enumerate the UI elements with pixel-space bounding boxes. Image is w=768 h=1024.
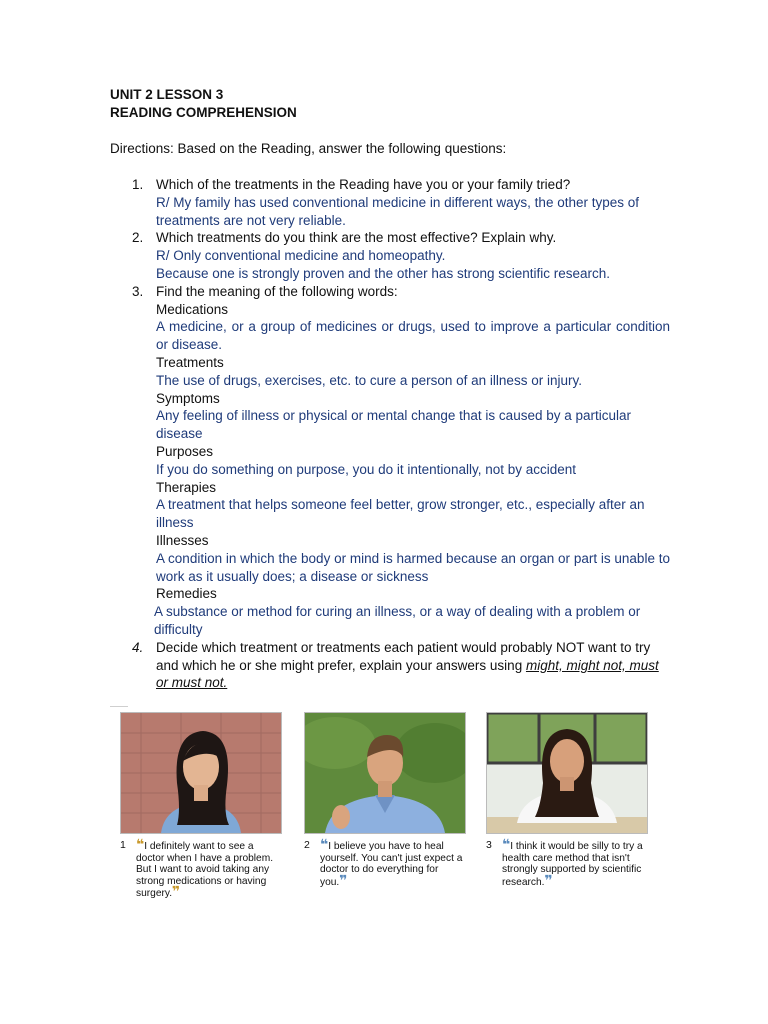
open-quote-icon: ❝ <box>502 836 511 852</box>
patient-photo-2 <box>304 712 466 834</box>
patient-photos <box>120 712 660 912</box>
open-quote-icon: ❝ <box>136 836 145 852</box>
patient-card-3 <box>486 712 648 888</box>
question-text: Find the meaning of the following words: <box>156 283 398 299</box>
patient-card-2 <box>304 712 466 888</box>
patient-quote-1 <box>120 836 282 900</box>
question-text: Which treatments do you think are the most effective? Explain why. <box>156 230 557 246</box>
vocab-term: Symptoms <box>156 390 220 406</box>
lesson-header <box>110 86 670 122</box>
directions: Directions: Based on the Reading, answer the following questions: <box>110 141 507 156</box>
section-title: READING COMPREHENSION <box>110 105 297 120</box>
quote-text: I definitely want to see a doctor when I have a problem. But I want to avoid taking any strong medications or having surgery. <box>136 841 274 900</box>
close-quote-icon: ❞ <box>339 871 348 888</box>
question-number: 1. <box>132 177 144 192</box>
vocab-definition: A condition in which the body or mind is harmed because an organ or part is unable to work as it usually does; a disease or sickness <box>156 550 670 584</box>
question-text: Which of the treatments in the Reading have you or your family tried? <box>156 177 571 192</box>
question-3 <box>110 283 670 639</box>
vocab-definition: The use of drugs, exercises, etc. to cure a person of an illness or injury. <box>156 372 582 388</box>
vocab-term: Illnesses <box>156 532 209 548</box>
young-woman-photo-image <box>487 713 647 833</box>
question-number: 4. <box>132 639 144 655</box>
question-number: 3. <box>132 283 144 299</box>
patient-photo-3 <box>486 712 648 834</box>
man-photo-image <box>305 713 465 833</box>
vocab-definition: A treatment that helps someone feel better, grow stronger, etc., especially after an illness <box>156 497 645 531</box>
answer-text: R/ Only conventional medicine and homeopathy. <box>156 248 446 264</box>
close-quote-icon: ❞ <box>544 871 553 888</box>
question-4 <box>110 639 670 692</box>
unit-title: UNIT 2 LESSON 3 <box>110 87 224 102</box>
close-quote-icon: ❞ <box>172 883 181 900</box>
patient-photo-1 <box>120 712 282 834</box>
vocab-definition: A substance or method for curing an illness, or a way of dealing with a problem or difficulty <box>154 604 641 637</box>
vocab-term: Purposes <box>156 443 214 459</box>
open-quote-icon: ❝ <box>320 836 329 852</box>
quote-text: I think it would be silly to try a health care method that isn't strongly supported by scientific research. <box>502 841 643 888</box>
question-text <box>156 639 670 692</box>
worksheet <box>110 86 670 692</box>
question-number: 2. <box>132 230 144 246</box>
answer-text: Because one is strongly proven and the other has strong scientific research. <box>156 265 611 281</box>
modal-verbs-emphasis: might, might not, must or must not. <box>156 657 659 691</box>
vocab-definition: Any feeling of illness or physical or mental change that is caused by a particular disease <box>156 408 632 442</box>
patient-number: 3 <box>486 839 492 851</box>
patient-card-1 <box>120 712 282 900</box>
vocab-term: Therapies <box>156 479 217 495</box>
vocab-term: Remedies <box>156 586 217 602</box>
vocab-definition: If you do something on purpose, you do it intentionally, not by accident <box>156 461 577 477</box>
quote-text: I believe you have to heal yourself. You can't just expect a doctor to do everything for you. <box>320 841 463 888</box>
question-1 <box>110 176 670 229</box>
vocab-term: Medications <box>156 301 229 317</box>
patient-number: 1 <box>120 839 126 851</box>
question-2 <box>110 229 670 282</box>
divider <box>110 706 128 707</box>
patient-quote-3 <box>486 836 648 888</box>
vocab-definition: A medicine, or a group of medicines or drugs, used to improve a particular condition or disease. <box>156 319 670 353</box>
question-list <box>110 176 670 692</box>
patient-quote-2 <box>304 836 466 888</box>
question-text-main: Decide which treatment or treatments each patient would probably NOT want to try and which he or she might prefer, explain your answers using <box>156 639 651 673</box>
patient-number: 2 <box>304 839 310 851</box>
woman-photo-image <box>121 713 281 833</box>
answer-text: R/ My family has used conventional medicine in different ways, the other types of treatments are not very reliable. <box>156 194 639 228</box>
vocab-term: Treatments <box>156 354 224 370</box>
